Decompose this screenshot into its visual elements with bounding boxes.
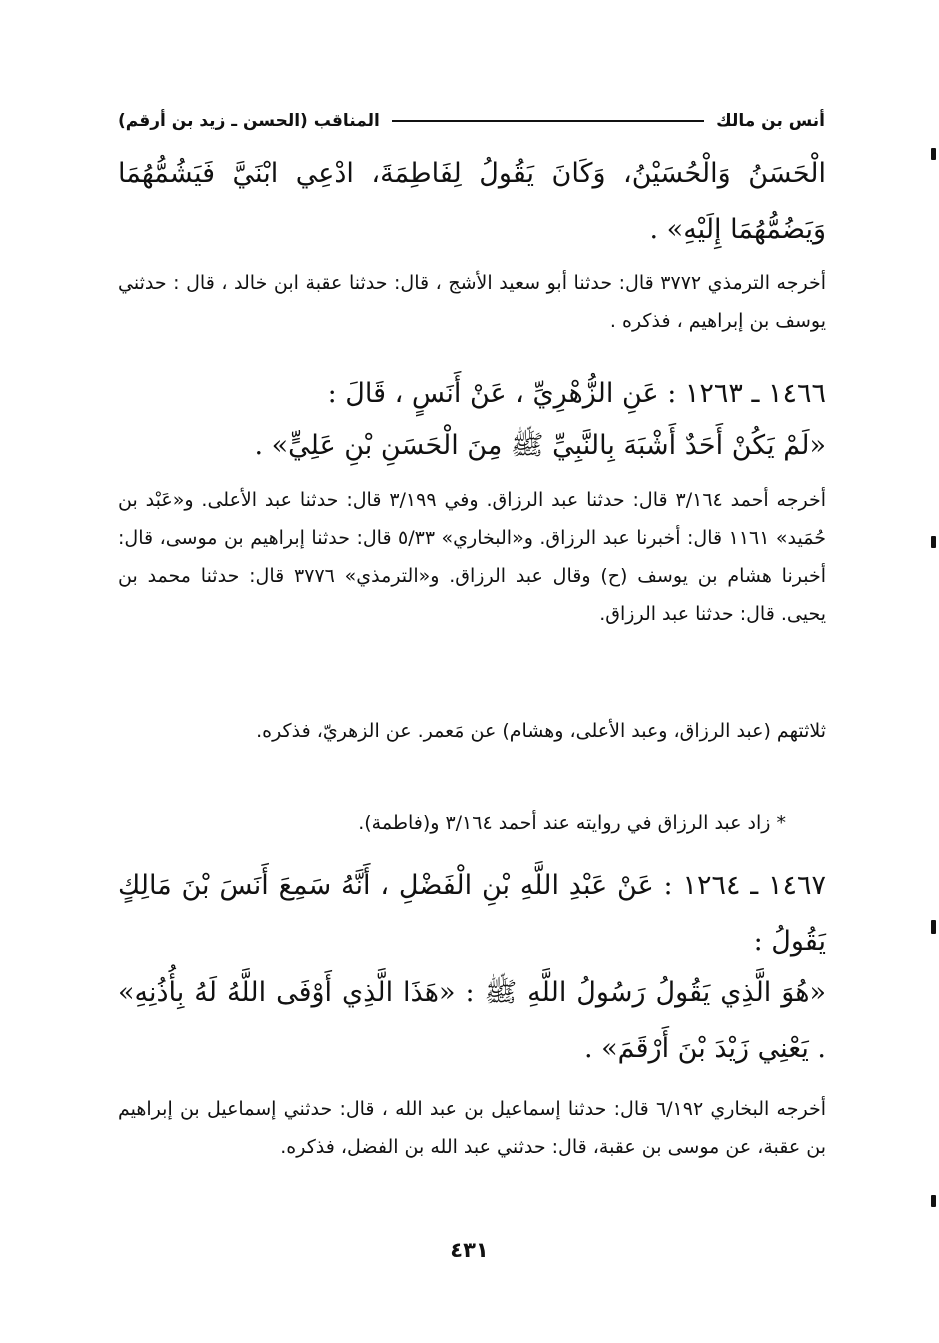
takhrij-note-1466: أخرجه أحمد ٣/١٦٤ قال: حدثنا عبد الرزاق. وفي ٣/١٩٩ قال: حدثنا عبد الأعلى. و«عَبْد بن حُمَيد» ١١٦١ قال: أخبرنا عبد الرزاق. و«البخاري» ٥/٣٣ قال: حدثنا إبراهيم بن موسى، قال: أخبرنا هشام بن يوسف (ح) وقال عبد الرزاق. و«الترمذي» ٣٧٧٦ قال: حدثنا محمد بن يحيى. قال: حدثنا عبد الرزاق. — [118, 489, 826, 625]
margin-mark — [931, 536, 936, 548]
addition-note-1466: * زاد عبد الرزاق في روايته عند أحمد ٣/١٦٤ و(فاطمة). — [358, 812, 786, 834]
hadith-1467-matn: «هُوَ الَّذِي يَقُولُ رَسُولُ اللَّهِ ﷺ : «هَذَا الَّذِي أَوْفَى اللَّهُ لَهُ بِأُذُنِهِ» . يَعْنِي زَيْدَ بْنَ أَرْقَمَ» . — [118, 977, 826, 1064]
page-number: ٤٣١ — [450, 1238, 489, 1262]
takhrij-note-1467: أخرجه البخاري ٦/١٩٢ قال: حدثنا إسماعيل بن عبد الله ، قال: حدثني إسماعيل بن إبراهيم بن عقبة، عن موسى بن عقبة، قال: حدثني عبد الله بن الفضل، فذكره. — [118, 1098, 826, 1158]
header-book-title: أنس بن مالك — [716, 111, 825, 131]
margin-mark — [931, 1195, 936, 1207]
margin-mark — [931, 148, 936, 160]
header-chapter-title: المناقب (الحسن ـ زيد بن أرقم) — [118, 111, 380, 131]
header-rule — [392, 120, 704, 122]
hadith-continuation: الْحَسَنُ وَالْحُسَيْنُ، وَكَانَ يَقُولُ لِفَاطِمَةَ، ادْعِي ابْنَيَّ فَيَشُمُّهُمَا وَيَضُمُّهُمَا إِلَيْهِ» . — [118, 158, 826, 245]
takhrij-summary-1466: ثلاثتهم (عبد الرزاق، وعبد الأعلى، وهشام) عن مَعمر. عن الزهريّ، فذكره. — [256, 720, 826, 742]
hadith-1466-matn: «لَمْ يَكُنْ أَحَدٌ أَشْبَهَ بِالنَّبِيِّ ﷺ مِنَ الْحَسَنِ بْنِ عَلِيٍّ» . — [254, 430, 826, 461]
takhrij-note-1465: أخرجه الترمذي ٣٧٧٢ قال: حدثنا أبو سعيد الأشج ، قال: حدثنا عقبة ابن خالد ، قال : حدثني يوسف بن إبراهيم ، فذكره . — [118, 272, 826, 332]
hadith-1466-isnad: ١٤٦٦ ـ ١٢٦٣ : عَنِ الزُّهْرِيِّ ، عَنْ أَنَسٍ ، قَالَ : — [327, 378, 826, 409]
hadith-1467-isnad: ١٤٦٧ ـ ١٢٦٤ : عَنْ عَبْدِ اللَّهِ بْنِ الْفَضْلِ ، أَنَّهُ سَمِعَ أَنَسَ بْنَ مَالِكٍ يَقُولُ : — [118, 870, 827, 957]
margin-mark — [931, 920, 936, 934]
running-header — [118, 108, 825, 134]
